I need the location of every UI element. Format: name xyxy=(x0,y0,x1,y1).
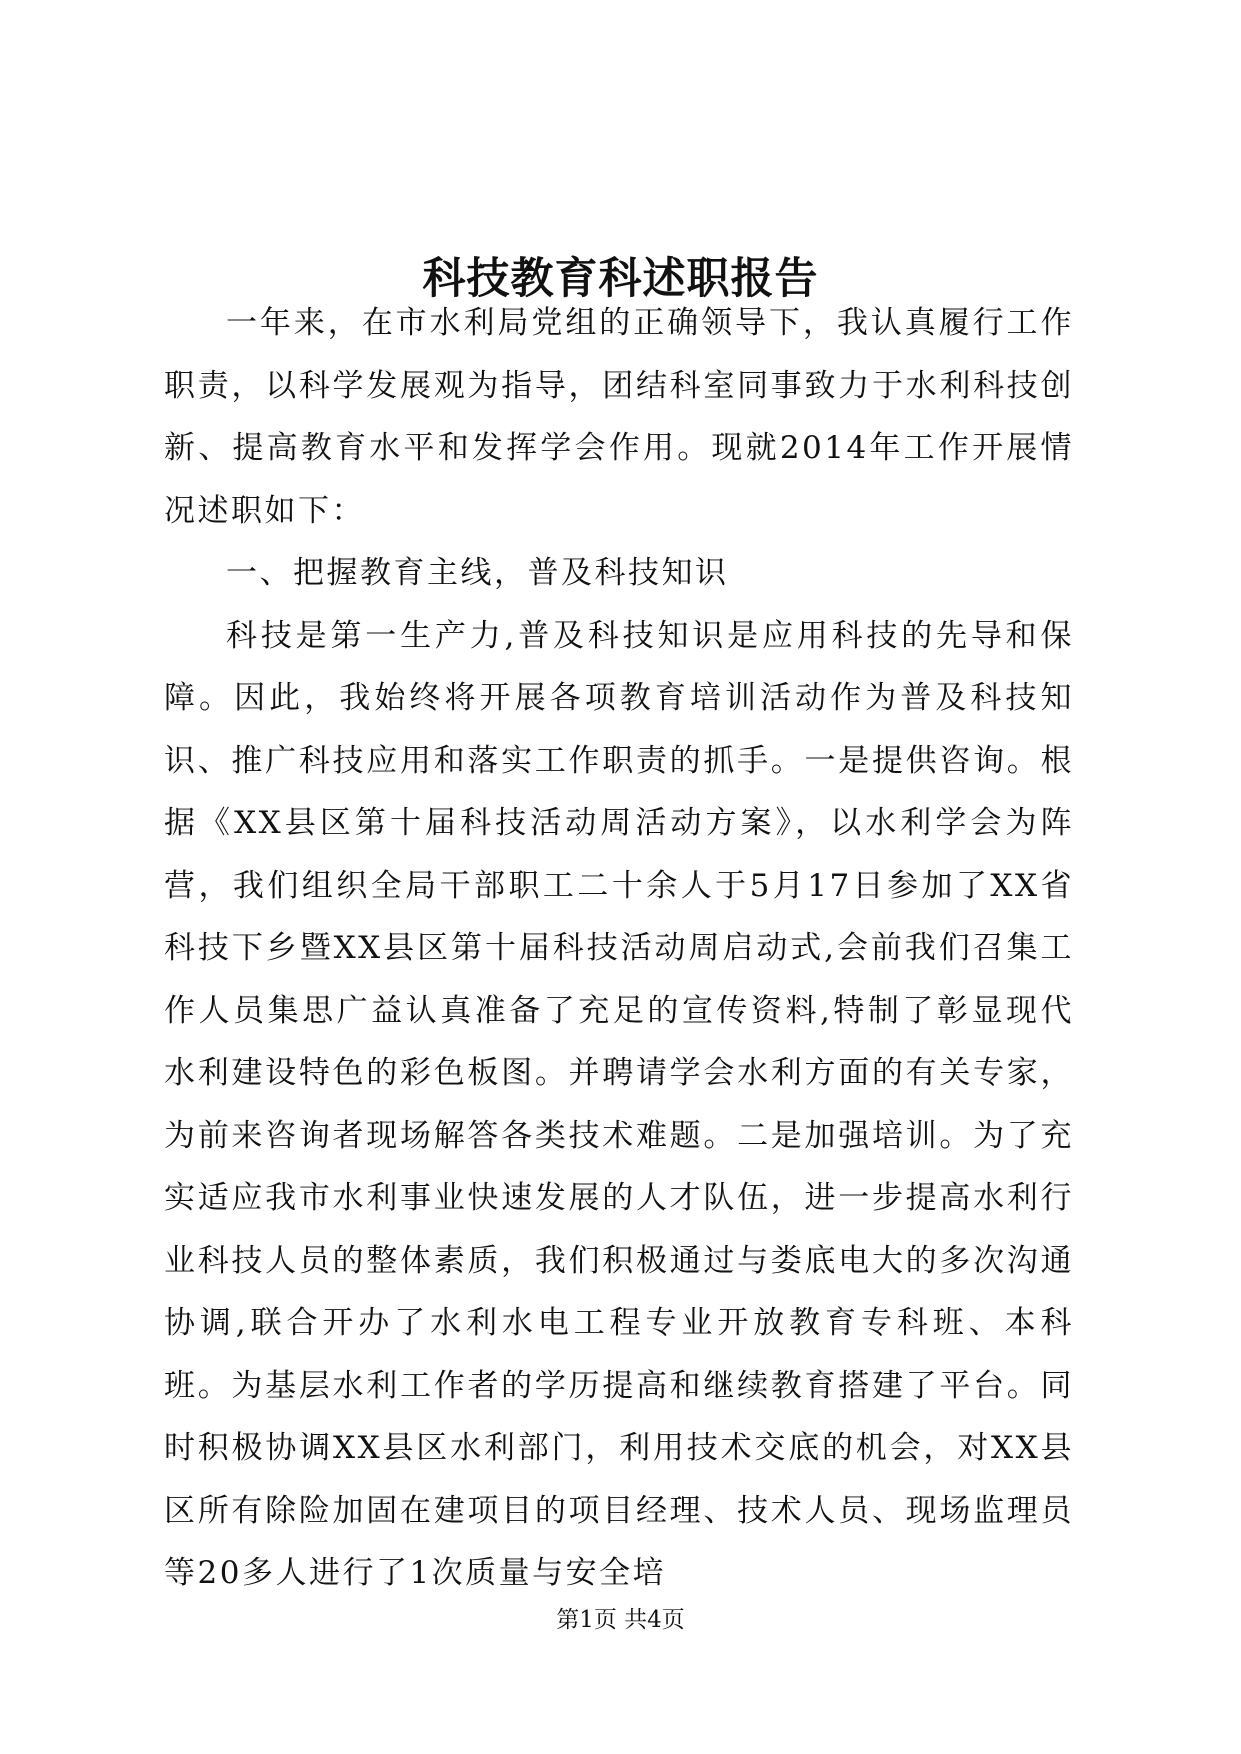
body-paragraph: 科技是第一生产力,普及科技知识是应用科技的先导和保障。因此，我始终将开展各项教育培训活动作为普及科技知识、推广科技应用和落实工作职责的抓手。一是提供咨询。根据《XX县区第十届科技活动周活动方案》，以水利学会为阵营，我们组织全局干部职工二十余人于5月17日参加了XX省科技下乡暨XX县区第十届科技活动周启动式,会前我们召集工作人员集思广益认真准备了充足的宣传资料,特制了彰显现代水利建设特色的彩色板图。并聘请学会水利方面的有关专家，为前来咨询者现场解答各类技术难题。二是加强培训。为了充实适应我市水利事业快速发展的人才队伍，进一步提高水利行业科技人员的整体素质，我们积极通过与娄底电大的多次沟通协调,联合开办了水利水电工程专业开放教育专科班、本科班。为基层水利工作者的学历提高和继续教育搭建了平台。同时积极协调XX县区水利部门，利用技术交底的机会，对XX县区所有除险加固在建项目的项目经理、技术人员、现场监理员等20多人进行了1次质量与安全培 xyxy=(164,617,1074,1591)
page-footer: 第1页 共4页 xyxy=(556,1607,685,1633)
intro-paragraph: 一年来，在市水利局党组的正确领导下，我认真履行工作职责，以科学发展观为指导，团结科室同事致力于水利科技创新、提高教育水平和发挥学会作用。现就2014年工作开展情况述职如下： xyxy=(164,305,1074,529)
document-body xyxy=(164,292,1074,1605)
section-heading: 一、把握教育主线，普及科技知识 xyxy=(226,555,729,591)
page-title: 科技教育科述职报告 xyxy=(422,253,819,304)
